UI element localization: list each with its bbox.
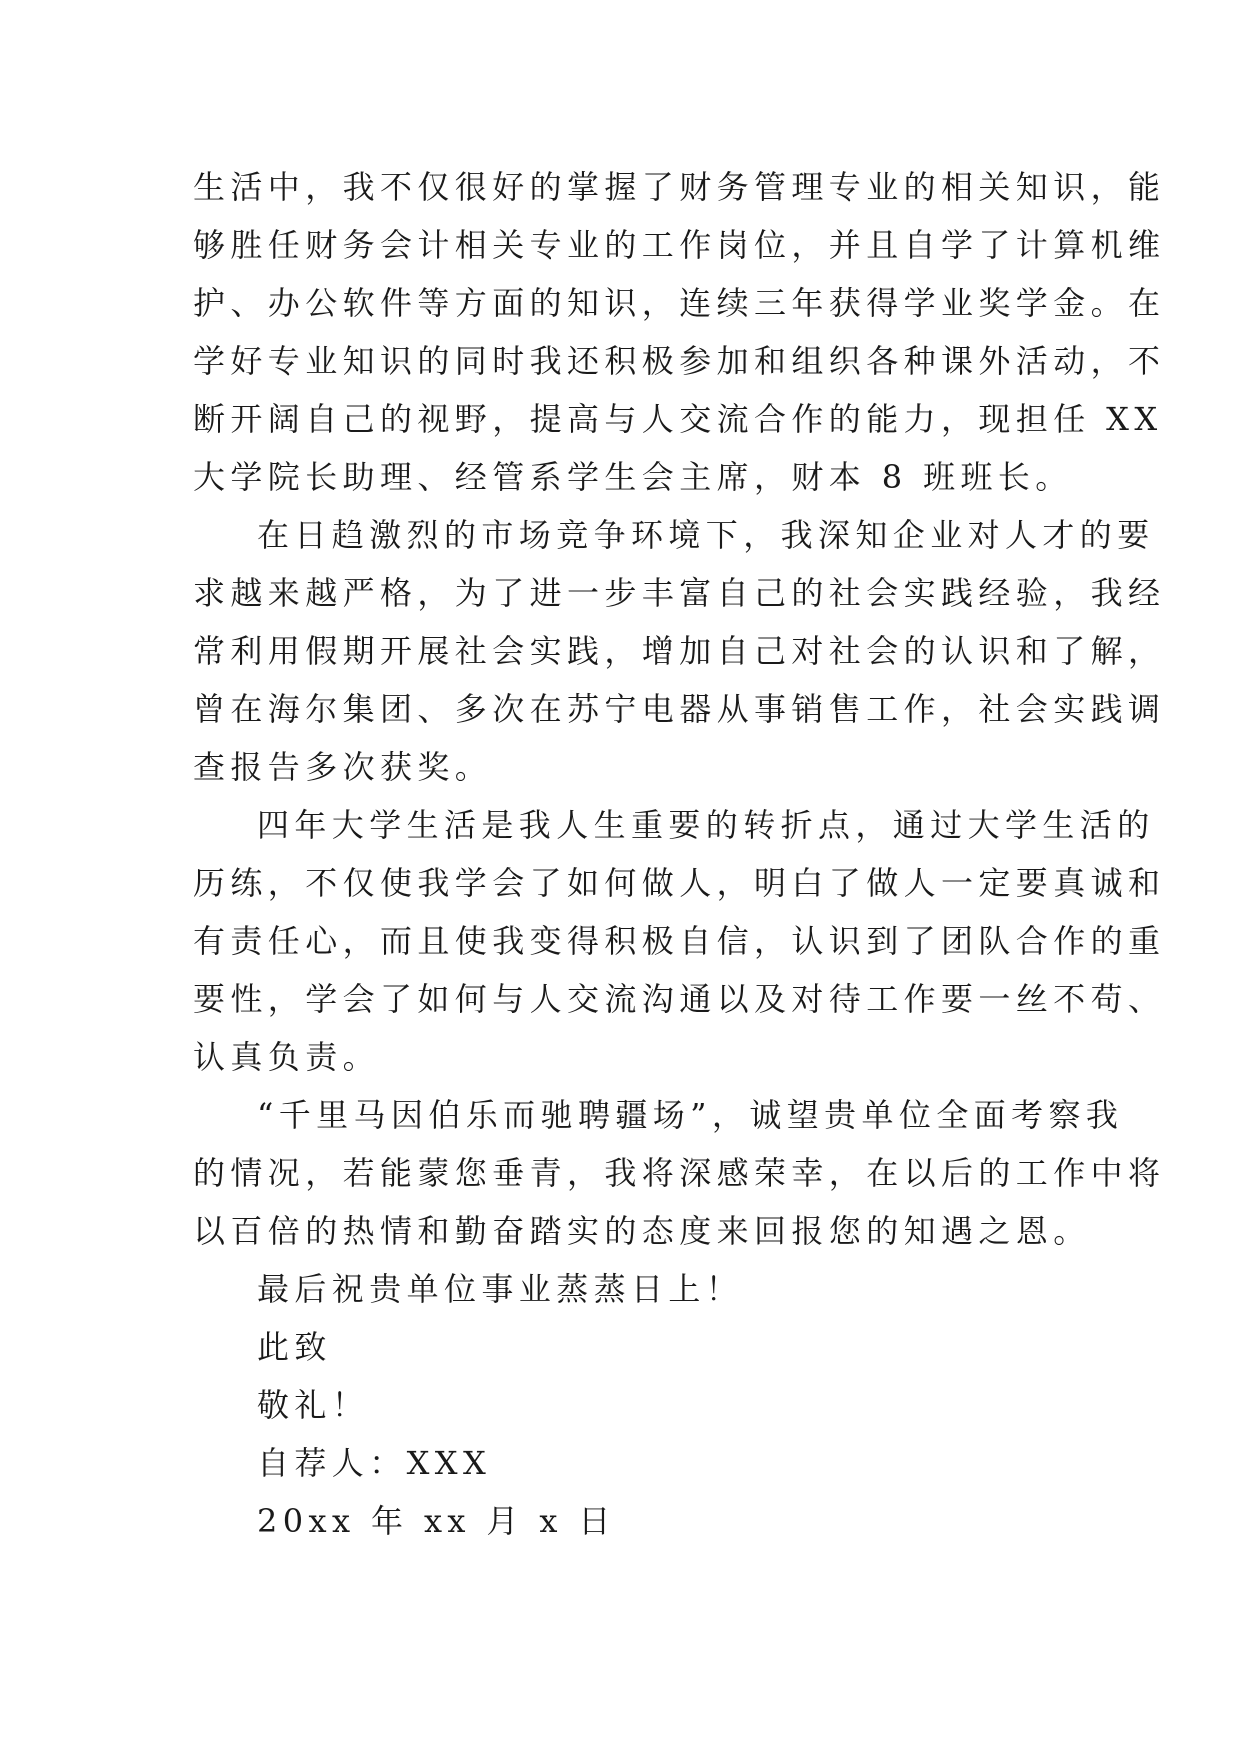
text-line: 大学院长助理、经管系学生会主席，财本 8 班班长。 bbox=[193, 458, 1073, 496]
paragraph-first-line: 在日趋激烈的市场竞争环境下，我深知企业对人才的要 bbox=[257, 516, 1155, 554]
text-line: 历练，不仅使我学会了如何做人，明白了做人一定要真诚和 bbox=[193, 864, 1166, 902]
text-line: 曾在海尔集团、多次在苏宁电器从事销售工作，社会实践调 bbox=[193, 690, 1166, 728]
closing-wish: 最后祝贵单位事业蒸蒸日上！ bbox=[257, 1270, 744, 1308]
text-line: 要性，学会了如何与人交流沟通以及对待工作要一丝不苟、 bbox=[193, 980, 1166, 1018]
text-line: 常利用假期开展社会实践，增加自己对社会的认识和了解， bbox=[193, 632, 1166, 670]
paragraph-first-line: “千里马因伯乐而驰聘疆场”，诚望贵单位全面考察我 bbox=[257, 1096, 1124, 1134]
text-line: 求越来越严格，为了进一步丰富自己的社会实践经验，我经 bbox=[193, 574, 1166, 612]
text-line: 学好专业知识的同时我还积极参加和组织各种课外活动，不 bbox=[193, 342, 1166, 380]
text-line: 够胜任财务会计相关专业的工作岗位，并且自学了计算机维 bbox=[193, 226, 1166, 264]
text-line: 生活中，我不仅很好的掌握了财务管理专业的相关知识，能 bbox=[193, 168, 1166, 206]
text-line: 的情况，若能蒙您垂青，我将深感荣幸，在以后的工作中将 bbox=[193, 1154, 1166, 1192]
text-line: 以百倍的热情和勤奋踏实的态度来回报您的知遇之恩。 bbox=[193, 1212, 1091, 1250]
text-line: 有责任心，而且使我变得积极自信，认识到了团队合作的重 bbox=[193, 922, 1166, 960]
text-line: 断开阔自己的视野，提高与人交流合作的能力，现担任 XX bbox=[193, 400, 1163, 438]
paragraph-first-line: 四年大学生活是我人生重要的转折点，通过大学生活的 bbox=[257, 806, 1155, 844]
date-line: 20xx 年 xx 月 x 日 bbox=[257, 1502, 616, 1540]
text-line: 护、办公软件等方面的知识，连续三年获得学业奖学金。在 bbox=[193, 284, 1166, 322]
signature-line: 自荐人：XXX bbox=[257, 1444, 492, 1482]
salutation-line: 此致 bbox=[257, 1328, 332, 1366]
text-line: 认真负责。 bbox=[193, 1038, 381, 1076]
text-line: 查报告多次获奖。 bbox=[193, 748, 493, 786]
letter-body bbox=[193, 158, 1166, 1550]
salutation-regards: 敬礼！ bbox=[257, 1386, 370, 1424]
